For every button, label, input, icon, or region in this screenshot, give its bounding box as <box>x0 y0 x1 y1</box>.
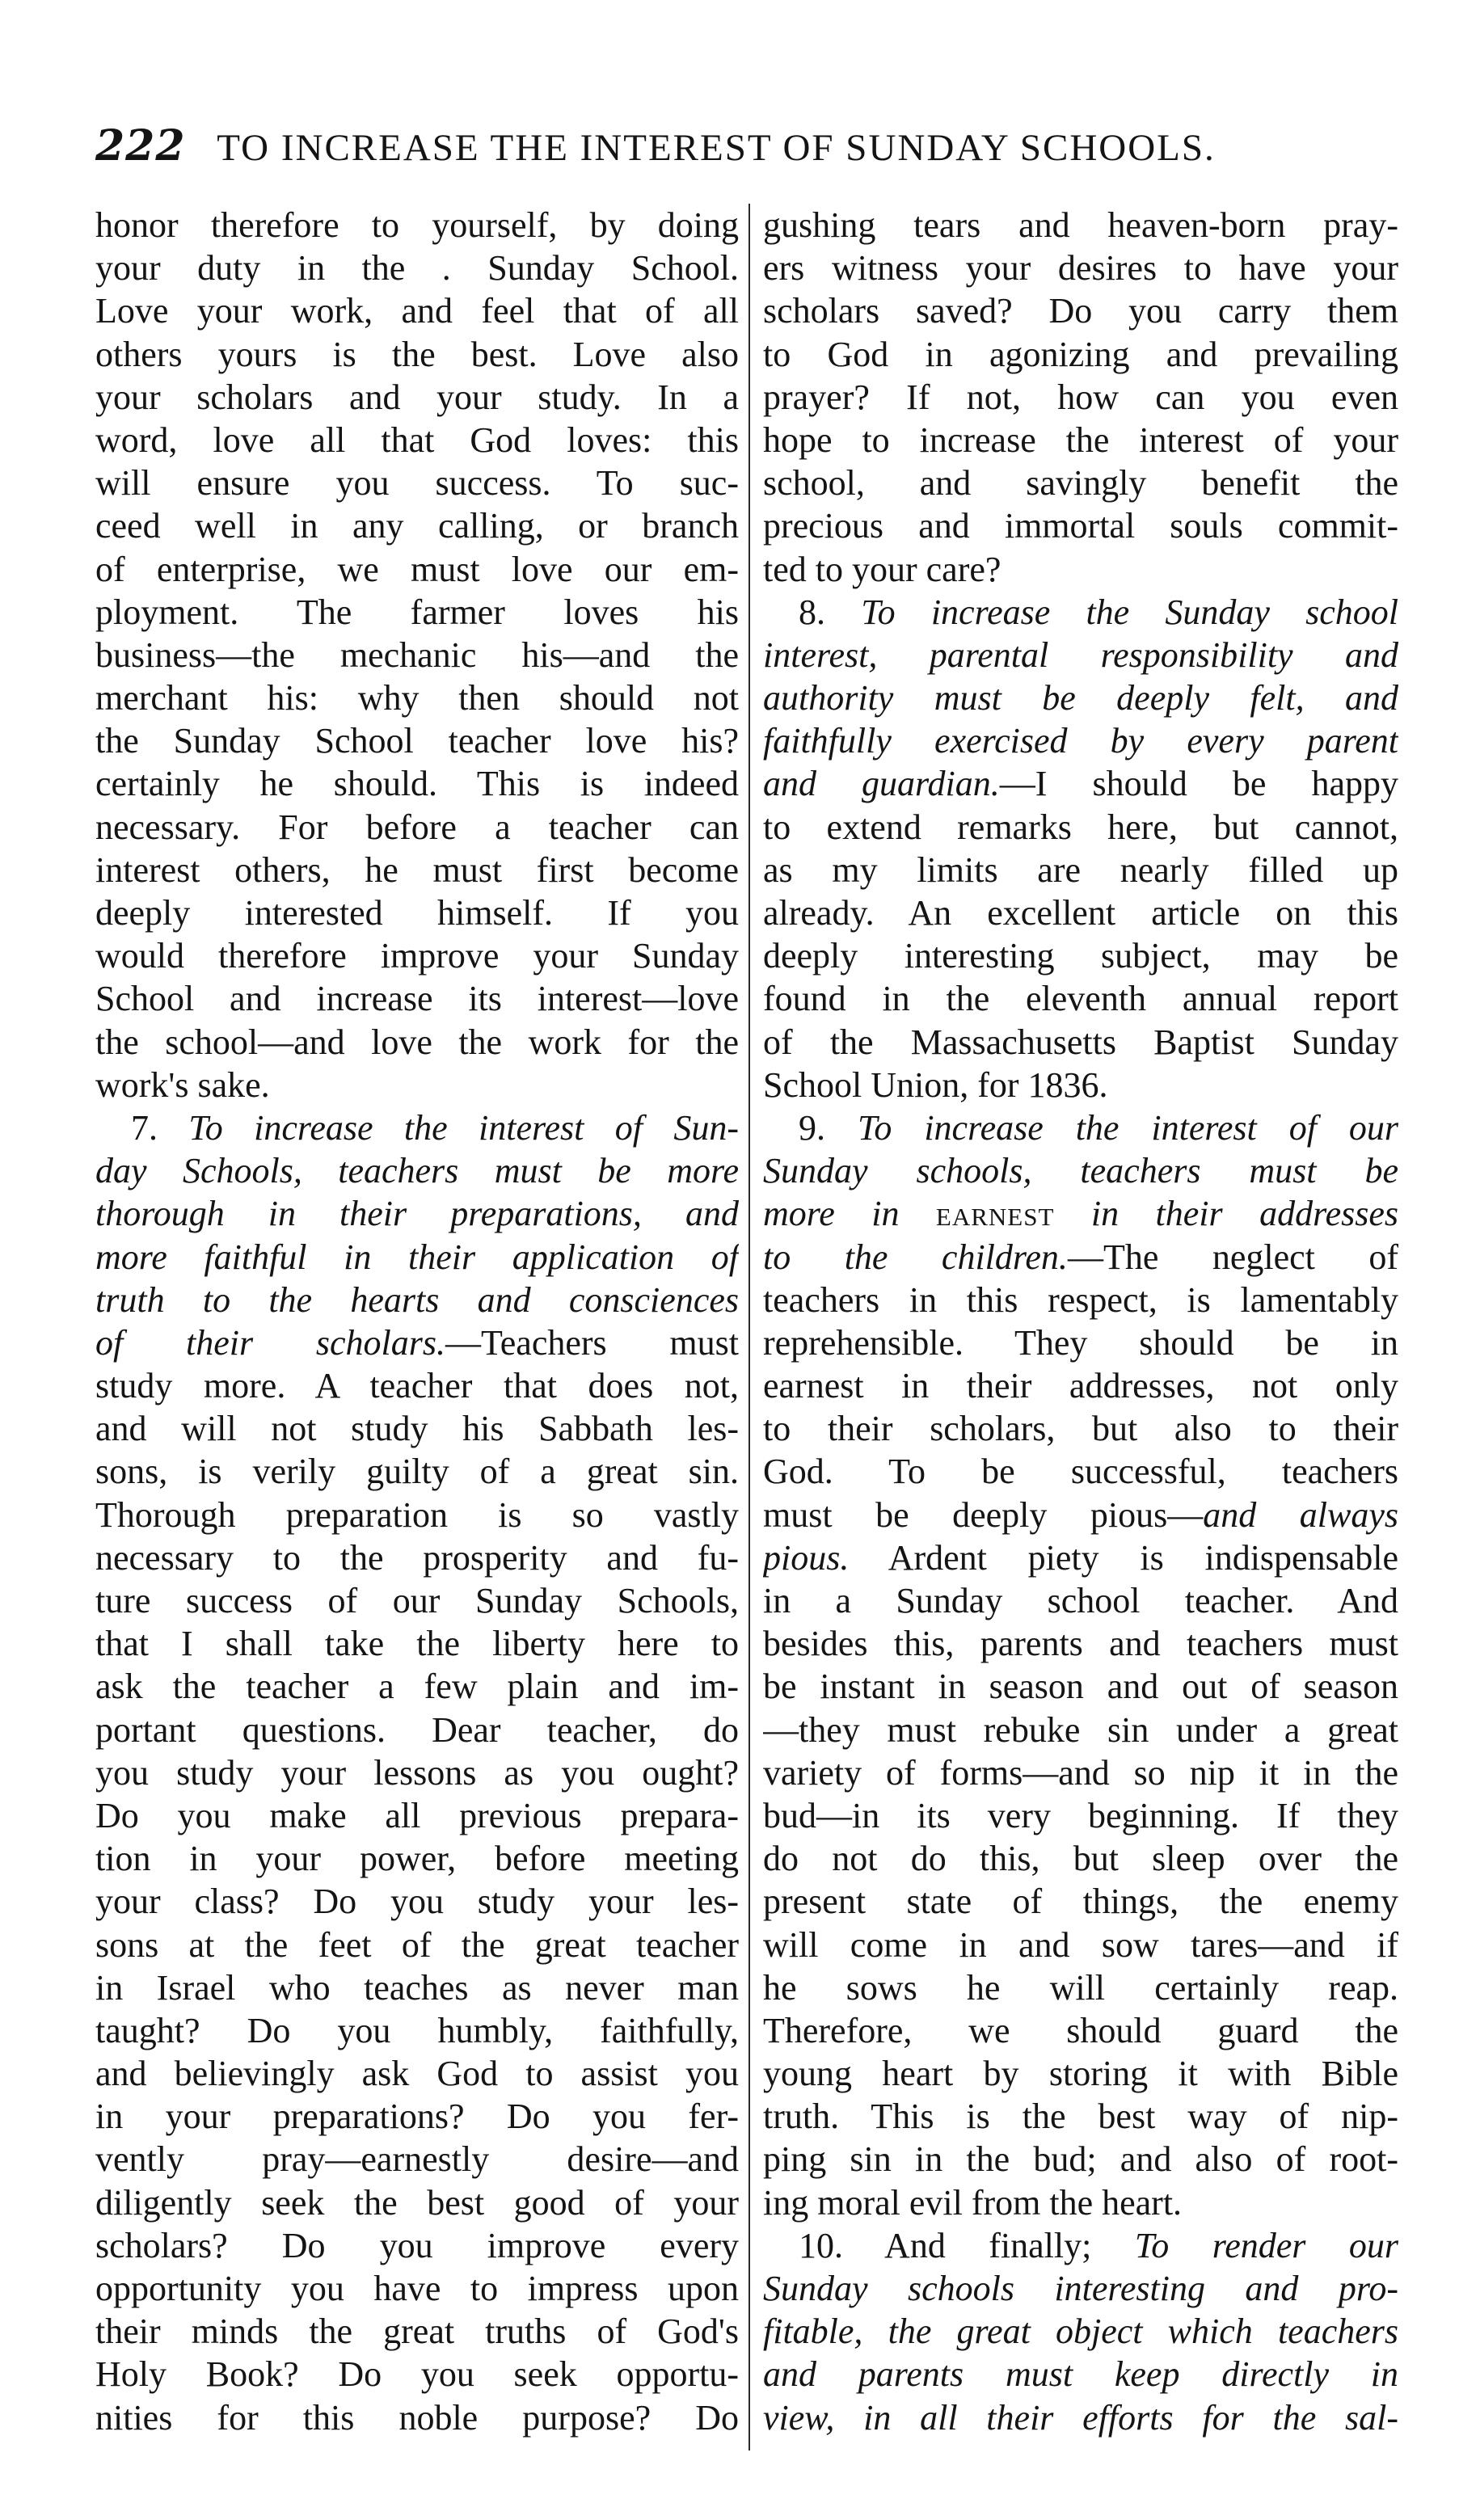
italic-text: of their scholars. <box>95 1322 445 1363</box>
page-header <box>95 121 1389 178</box>
text-line: precious and immortal souls commit- <box>763 506 1398 546</box>
left-text-column <box>95 204 739 2439</box>
italic-text: To increase the Sunday school <box>861 592 1398 632</box>
text-line: School Union, for 1836. <box>763 1064 1108 1105</box>
text-line: he sows he will certainly reap. <box>763 1967 1398 2008</box>
text-run: 8. <box>799 592 862 632</box>
text-line: ers witness your desires to have your <box>763 248 1398 289</box>
text-line: sons, is verily guilty of a great sin. <box>95 1452 739 1492</box>
text-line: variety of forms—and so nip it in the <box>763 1752 1398 1793</box>
italic-text: to the children. <box>763 1237 1068 1277</box>
text-line: Therefore, we should guard the <box>763 2010 1398 2050</box>
text-line: necessary to the prosperity and fu- <box>95 1537 739 1578</box>
text-line: truth. This is the best way of nip- <box>763 2096 1398 2137</box>
text-line: School and increase its interest—love <box>95 979 739 1019</box>
italic-text: authority must be deeply felt, and <box>763 678 1398 718</box>
text-line: study more. A teacher that does not, <box>95 1366 739 1406</box>
text-line <box>95 1192 739 1235</box>
text-line: would therefore improve your Sunday <box>95 936 739 976</box>
text-line: honor therefore to yourself, by doing <box>95 205 739 245</box>
text-line: present state of things, the enemy <box>763 1882 1398 1922</box>
text-line: will come in and sow tares—and if <box>763 1924 1398 1965</box>
text-line: that I shall take the liberty here to <box>95 1624 739 1664</box>
italic-text: in their addresses <box>1054 1194 1398 1234</box>
italic-text: view, in all their efforts for the sal- <box>763 2397 1398 2438</box>
text-line: school, and savingly benefit the <box>763 463 1398 504</box>
text-line: ping sin in the bud; and also of root- <box>763 2139 1398 2180</box>
text-line: found in the eleventh annual report <box>763 979 1398 1019</box>
text-line: to their scholars, but also to their <box>763 1409 1398 1449</box>
text-line: in Israel who teaches as never man <box>95 1967 739 2008</box>
text-line: their minds the great truths of God's <box>95 2311 739 2352</box>
text-line: Love your work, and feel that of all <box>95 291 739 331</box>
text-line: to God in agonizing and prevailing <box>763 334 1398 374</box>
italic-text: Sunday schools interesting and pro- <box>763 2269 1398 2308</box>
text-run: earnest <box>935 1194 1055 1234</box>
text-run: must be deeply pious— <box>763 1494 1204 1535</box>
text-line: and will not study his Sabbath les- <box>95 1409 739 1449</box>
text-line: will ensure you success. To suc- <box>95 463 739 504</box>
text-line: Thorough preparation is so vastly <box>95 1494 739 1535</box>
text-line <box>763 2353 1398 2396</box>
text-line: prayer? If not, how can you even <box>763 377 1398 417</box>
text-line <box>763 634 1398 676</box>
text-run: 10. And finally; <box>799 2225 1135 2265</box>
text-line: young heart by storing it with Bible <box>763 2054 1398 2094</box>
text-line: bud—in its very beginning. If they <box>763 1795 1398 1835</box>
text-line: tion in your power, before meeting <box>95 1839 739 1879</box>
text-line <box>763 2267 1398 2310</box>
text-line: the school—and love the work for the <box>95 1022 739 1062</box>
page-number: 222 <box>95 121 186 171</box>
italic-text: and always <box>1203 1494 1398 1535</box>
text-line: others yours is the best. Love also <box>95 334 739 374</box>
text-line: God. To be successful, teachers <box>763 1452 1398 1492</box>
text-line: Holy Book? Do you seek opportu- <box>95 2354 739 2395</box>
italic-text: To increase the interest of Sun- <box>188 1107 739 1148</box>
text-run: —Teachers must <box>445 1322 739 1363</box>
right-text-column <box>763 204 1398 2439</box>
text-line <box>763 1192 1398 1235</box>
text-line: ture success of our Sunday Schools, <box>95 1581 739 1620</box>
italic-text: faithfully exercised by every parent <box>763 721 1398 761</box>
text-line: already. An excellent article on this <box>763 893 1398 933</box>
text-line: in your preparations? Do you fer- <box>95 2096 739 2137</box>
text-line: teachers in this respect, is lamentably <box>763 1279 1398 1320</box>
text-line: ceed well in any calling, or branch <box>95 506 739 546</box>
text-line: you study your lessons as you ought? <box>95 1752 739 1793</box>
text-line: work's sake. <box>95 1064 270 1105</box>
text-line <box>763 2396 1398 2439</box>
text-run: 7. <box>131 1107 189 1148</box>
text-line <box>763 2224 1398 2267</box>
text-line: reprehensible. They should be in <box>763 1322 1398 1363</box>
text-line: ing moral evil from the heart. <box>763 2182 1183 2223</box>
text-run: —I should be happy <box>999 764 1398 804</box>
text-line: merchant his: why then should not <box>95 678 739 718</box>
running-title: TO INCREASE THE INTEREST OF SUNDAY SCHOOLS. <box>217 127 1216 169</box>
text-line: scholars? Do you improve every <box>95 2225 739 2265</box>
text-line <box>763 762 1398 805</box>
italic-text: thorough in their preparations, and <box>95 1194 739 1234</box>
italic-text: To render our <box>1134 2225 1398 2265</box>
italic-text: pious. <box>763 1537 850 1578</box>
text-run: —The neglect of <box>1067 1237 1398 1277</box>
text-line <box>95 1149 739 1192</box>
text-line <box>95 1106 739 1149</box>
text-line: —they must rebuke sin under a great <box>763 1709 1398 1750</box>
text-run: 9. <box>799 1107 858 1148</box>
text-line <box>95 1236 739 1279</box>
text-line <box>95 1279 739 1321</box>
text-line <box>763 676 1398 719</box>
text-line <box>763 1536 1398 1579</box>
text-line <box>763 591 1398 634</box>
text-line: opportunity you have to impress upon <box>95 2269 739 2308</box>
text-line <box>763 2310 1398 2353</box>
text-line: your scholars and your study. In a <box>95 377 739 417</box>
italic-text: and guardian. <box>763 764 1000 804</box>
text-line: business—the mechanic his—and the <box>95 634 739 675</box>
text-line <box>763 1149 1398 1192</box>
column-divider <box>748 204 750 2450</box>
text-line: necessary. For before a teacher can <box>95 807 739 847</box>
text-line <box>763 719 1398 762</box>
text-line: scholars saved? Do you carry them <box>763 291 1398 331</box>
text-line <box>763 1494 1398 1536</box>
italic-text: and parents must keep directly in <box>763 2354 1398 2395</box>
text-line: your duty in the . Sunday School. <box>95 248 739 289</box>
text-line: deeply interesting subject, may be <box>763 936 1398 976</box>
text-line: vently pray—earnestly desire—and <box>95 2139 739 2180</box>
italic-text: truth to the hearts and consciences <box>95 1279 739 1320</box>
text-line: gushing tears and heaven-born pray- <box>763 205 1398 245</box>
italic-text: fitable, the great object which teachers <box>763 2311 1398 2352</box>
text-line: and believingly ask God to assist you <box>95 2054 739 2094</box>
italic-text: Sunday schools, teachers must be <box>763 1151 1398 1191</box>
text-line: taught? Do you humbly, faithfully, <box>95 2010 739 2050</box>
text-line: besides this, parents and teachers must <box>763 1624 1398 1664</box>
text-line: of enterprise, we must love our em- <box>95 549 739 589</box>
text-line: portant questions. Dear teacher, do <box>95 1709 739 1750</box>
text-line: as my limits are nearly filled up <box>763 849 1398 890</box>
text-line <box>763 1106 1398 1149</box>
text-line: to extend remarks here, but cannot, <box>763 807 1398 847</box>
text-line: your class? Do you study your les- <box>95 1882 739 1922</box>
italic-text: interest, parental responsibility and <box>763 634 1398 675</box>
text-line: in a Sunday school teacher. And <box>763 1581 1398 1620</box>
text-line: deeply interested himself. If you <box>95 893 739 933</box>
text-line: diligently seek the best good of your <box>95 2182 739 2223</box>
italic-text: day Schools, teachers must be more <box>95 1151 739 1191</box>
text-line: certainly he should. This is indeed <box>95 764 739 804</box>
text-line: sons at the feet of the great teacher <box>95 1924 739 1965</box>
text-line: word, love all that God loves: this <box>95 419 739 460</box>
italic-text: more in <box>763 1194 936 1234</box>
text-line: hope to increase the interest of your <box>763 419 1398 460</box>
text-line: ployment. The farmer loves his <box>95 592 739 632</box>
text-line: nities for this noble purpose? Do <box>95 2397 739 2438</box>
italic-text: To increase the interest of our <box>857 1107 1398 1148</box>
italic-text: more faithful in their application of <box>95 1237 739 1277</box>
text-line: the Sunday School teacher love his? <box>95 721 739 761</box>
text-line: ask the teacher a few plain and im- <box>95 1667 739 1707</box>
text-line: be instant in season and out of season <box>763 1667 1398 1707</box>
text-line: earnest in their addresses, not only <box>763 1366 1398 1406</box>
text-line: ted to your care? <box>763 549 1001 589</box>
text-line: do not do this, but sleep over the <box>763 1839 1398 1879</box>
text-line <box>763 1236 1398 1279</box>
text-line <box>95 1321 739 1364</box>
text-line: of the Massachusetts Baptist Sunday <box>763 1022 1398 1062</box>
text-line: interest others, he must first become <box>95 849 739 890</box>
text-line: Do you make all previous prepara- <box>95 1795 739 1835</box>
text-run: Ardent piety is indispensable <box>849 1537 1398 1578</box>
